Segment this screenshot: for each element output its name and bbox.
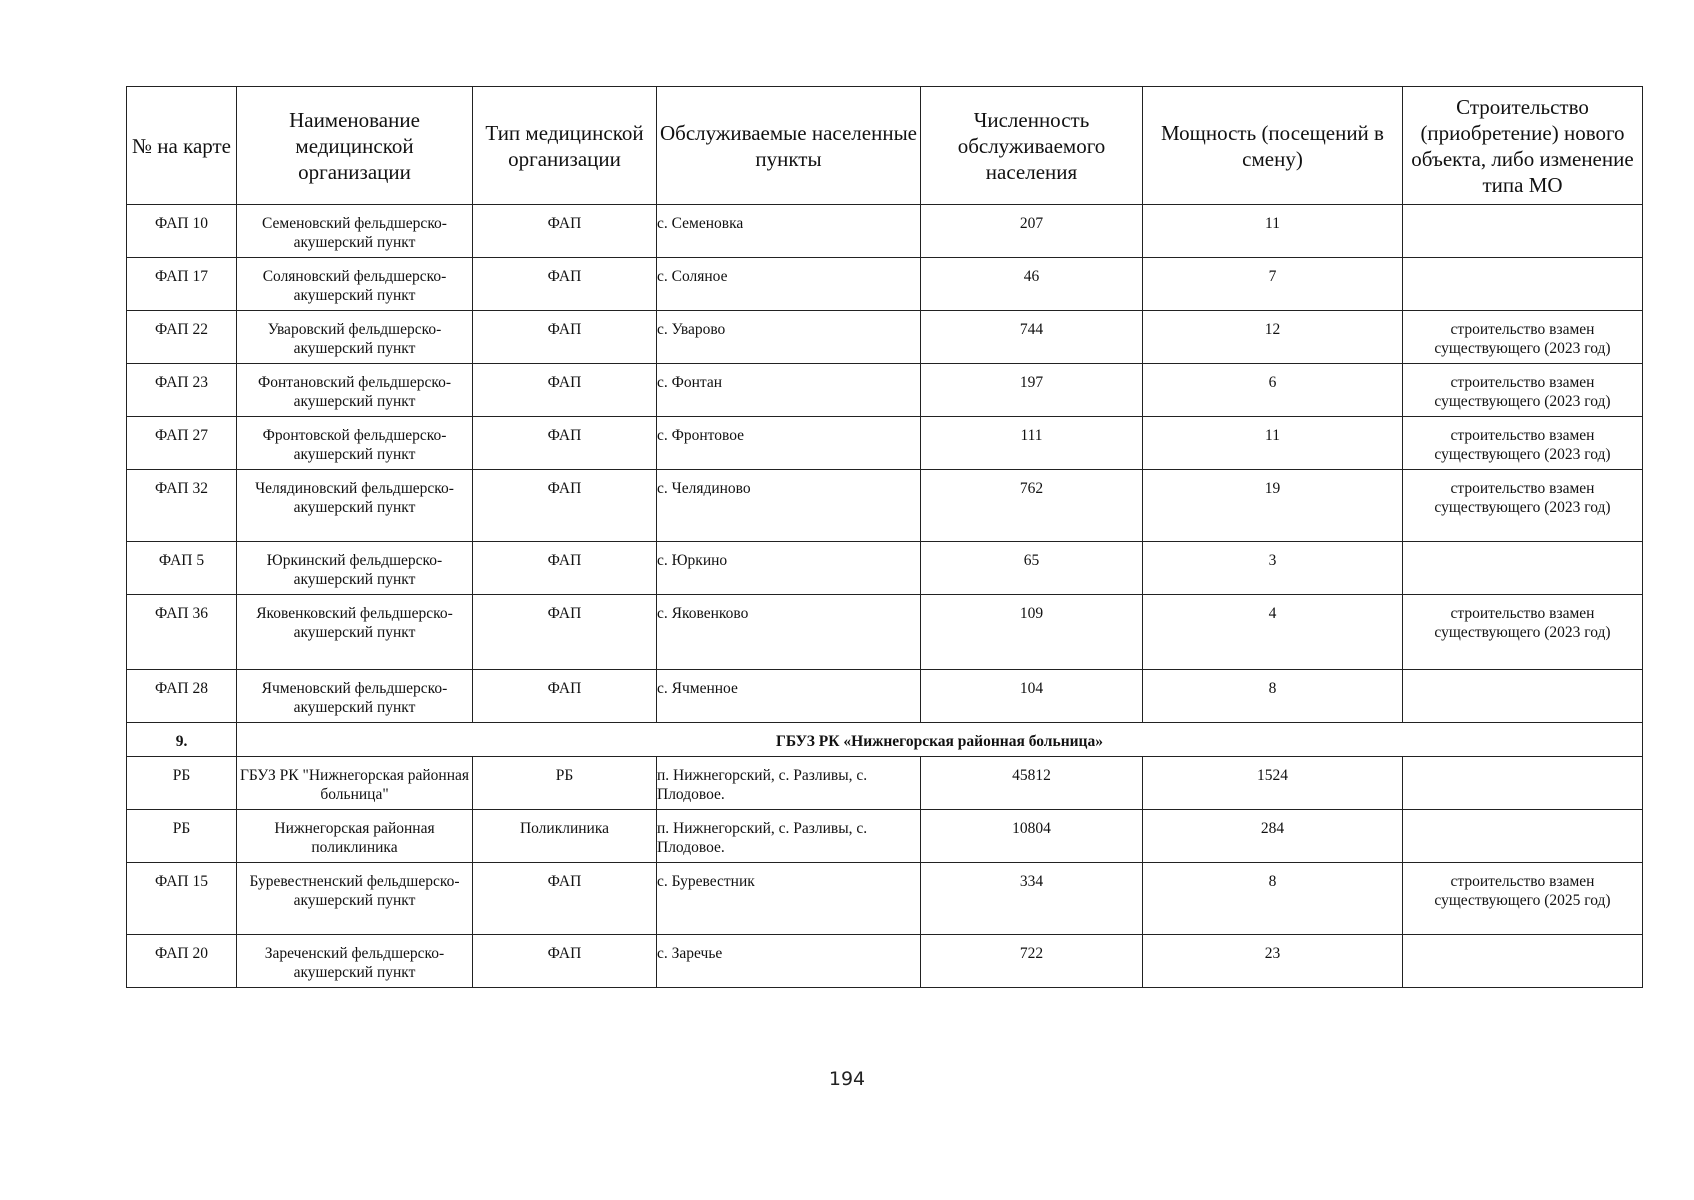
- cell-organization-type: ФАП: [473, 863, 657, 935]
- cell-settlements: п. Нижнегорский, с. Разливы, с. Плодовое.: [657, 810, 921, 863]
- cell-construction: [1403, 810, 1643, 863]
- table-row: [127, 863, 1643, 935]
- cell-organization-name: Юркинский фельдшерско-акушерский пункт: [237, 542, 473, 595]
- table-row: [127, 542, 1643, 595]
- cell-map-number: ФАП 10: [127, 205, 237, 258]
- cell-organization-type: ФАП: [473, 670, 657, 723]
- cell-construction: [1403, 205, 1643, 258]
- header-capacity: Мощность (посещений в смену): [1143, 87, 1403, 205]
- cell-capacity: 3: [1143, 542, 1403, 595]
- table-row: [127, 810, 1643, 863]
- cell-construction: строительство взамен существующего (2025 год): [1403, 863, 1643, 935]
- cell-organization-type: РБ: [473, 757, 657, 810]
- cell-population: 197: [921, 364, 1143, 417]
- page-number: 194: [828, 1068, 866, 1090]
- cell-settlements: с. Юркино: [657, 542, 921, 595]
- cell-settlements: с. Заречье: [657, 935, 921, 988]
- cell-map-number: РБ: [127, 810, 237, 863]
- cell-organization-name: Яковенковский фельдшерско- акушерский пункт: [237, 595, 473, 670]
- section-title: ГБУЗ РК «Нижнегорская районная больница»: [237, 723, 1643, 757]
- cell-organization-type: ФАП: [473, 364, 657, 417]
- table-body: [127, 205, 1643, 988]
- cell-organization-name: ГБУЗ РК "Нижнегорская районная больница": [237, 757, 473, 810]
- header-settlements: Обслуживаемые населенные пункты: [657, 87, 921, 205]
- table-row: [127, 757, 1643, 810]
- cell-population: 46: [921, 258, 1143, 311]
- cell-map-number: ФАП 28: [127, 670, 237, 723]
- cell-organization-type: ФАП: [473, 258, 657, 311]
- cell-map-number: ФАП 20: [127, 935, 237, 988]
- cell-population: 334: [921, 863, 1143, 935]
- table-row: [127, 311, 1643, 364]
- cell-map-number: ФАП 27: [127, 417, 237, 470]
- cell-population: 111: [921, 417, 1143, 470]
- cell-construction: [1403, 542, 1643, 595]
- table-row: [127, 258, 1643, 311]
- cell-capacity: 12: [1143, 311, 1403, 364]
- cell-settlements: п. Нижнегорский, с. Разливы, с. Плодовое.: [657, 757, 921, 810]
- cell-map-number: ФАП 36: [127, 595, 237, 670]
- section-number: 9.: [127, 723, 237, 757]
- cell-organization-name: Соляновский фельдшерско-акушерский пункт: [237, 258, 473, 311]
- header-population: Численность обслуживаемого населения: [921, 87, 1143, 205]
- cell-organization-name: Нижнегорская районная поликлиника: [237, 810, 473, 863]
- cell-construction: строительство взамен существующего (2023 год): [1403, 470, 1643, 542]
- cell-organization-name: Челядиновский фельдшерско- акушерский пункт: [237, 470, 473, 542]
- table-row: [127, 670, 1643, 723]
- table-header-row: [127, 87, 1643, 205]
- cell-population: 65: [921, 542, 1143, 595]
- cell-settlements: с. Соляное: [657, 258, 921, 311]
- cell-settlements: с. Семеновка: [657, 205, 921, 258]
- section-row: [127, 723, 1643, 757]
- cell-population: 45812: [921, 757, 1143, 810]
- cell-map-number: ФАП 22: [127, 311, 237, 364]
- cell-organization-name: Фонтановский фельдшерско-акушерский пункт: [237, 364, 473, 417]
- cell-construction: [1403, 670, 1643, 723]
- cell-settlements: с. Буревестник: [657, 863, 921, 935]
- cell-map-number: ФАП 32: [127, 470, 237, 542]
- cell-population: 762: [921, 470, 1143, 542]
- cell-map-number: ФАП 23: [127, 364, 237, 417]
- header-map-number: № на карте: [127, 87, 237, 205]
- cell-organization-type: ФАП: [473, 935, 657, 988]
- cell-organization-name: Зареченский фельдшерско-акушерский пункт: [237, 935, 473, 988]
- cell-organization-type: ФАП: [473, 595, 657, 670]
- cell-population: 744: [921, 311, 1143, 364]
- cell-map-number: ФАП 5: [127, 542, 237, 595]
- table-row: [127, 205, 1643, 258]
- header-organization-type: Тип медицинской организации: [473, 87, 657, 205]
- cell-organization-type: Поликлиника: [473, 810, 657, 863]
- cell-organization-type: ФАП: [473, 542, 657, 595]
- medical-organizations-table: [126, 86, 1643, 988]
- cell-settlements: с. Фронтовое: [657, 417, 921, 470]
- cell-organization-name: Уваровский фельдшерско-акушерский пункт: [237, 311, 473, 364]
- cell-population: 722: [921, 935, 1143, 988]
- cell-capacity: 11: [1143, 205, 1403, 258]
- cell-capacity: 8: [1143, 863, 1403, 935]
- table-row: [127, 935, 1643, 988]
- cell-settlements: с. Уварово: [657, 311, 921, 364]
- cell-organization-name: Фронтовской фельдшерско-акушерский пункт: [237, 417, 473, 470]
- table-row: [127, 595, 1643, 670]
- table-row: [127, 470, 1643, 542]
- cell-settlements: с. Фонтан: [657, 364, 921, 417]
- cell-construction: строительство взамен существующего (2023 год): [1403, 595, 1643, 670]
- cell-settlements: с. Ячменное: [657, 670, 921, 723]
- cell-capacity: 284: [1143, 810, 1403, 863]
- cell-map-number: РБ: [127, 757, 237, 810]
- cell-organization-type: ФАП: [473, 311, 657, 364]
- cell-capacity: 23: [1143, 935, 1403, 988]
- cell-construction: [1403, 258, 1643, 311]
- cell-settlements: с. Яковенково: [657, 595, 921, 670]
- cell-population: 104: [921, 670, 1143, 723]
- cell-construction: строительство взамен существующего (2023 год): [1403, 311, 1643, 364]
- cell-capacity: 4: [1143, 595, 1403, 670]
- cell-organization-type: ФАП: [473, 205, 657, 258]
- table-row: [127, 364, 1643, 417]
- cell-construction: строительство взамен существующего (2023 год): [1403, 417, 1643, 470]
- cell-population: 207: [921, 205, 1143, 258]
- cell-population: 10804: [921, 810, 1143, 863]
- cell-construction: [1403, 935, 1643, 988]
- cell-capacity: 1524: [1143, 757, 1403, 810]
- cell-organization-name: Ячменовский фельдшерско-акушерский пункт: [237, 670, 473, 723]
- cell-organization-name: Буревестненский фельдшерско- акушерский пункт: [237, 863, 473, 935]
- cell-settlements: с. Челядиново: [657, 470, 921, 542]
- cell-capacity: 19: [1143, 470, 1403, 542]
- cell-capacity: 11: [1143, 417, 1403, 470]
- cell-capacity: 8: [1143, 670, 1403, 723]
- cell-construction: [1403, 757, 1643, 810]
- cell-map-number: ФАП 15: [127, 863, 237, 935]
- cell-organization-type: ФАП: [473, 470, 657, 542]
- cell-capacity: 7: [1143, 258, 1403, 311]
- cell-map-number: ФАП 17: [127, 258, 237, 311]
- cell-organization-type: ФАП: [473, 417, 657, 470]
- table-row: [127, 417, 1643, 470]
- cell-capacity: 6: [1143, 364, 1403, 417]
- header-construction: Строительство (приобретение) нового объекта, либо изменение типа МО: [1403, 87, 1643, 205]
- cell-organization-name: Семеновский фельдшерско-акушерский пункт: [237, 205, 473, 258]
- header-organization-name: Наименование медицинской организации: [237, 87, 473, 205]
- cell-construction: строительство взамен существующего (2023 год): [1403, 364, 1643, 417]
- cell-population: 109: [921, 595, 1143, 670]
